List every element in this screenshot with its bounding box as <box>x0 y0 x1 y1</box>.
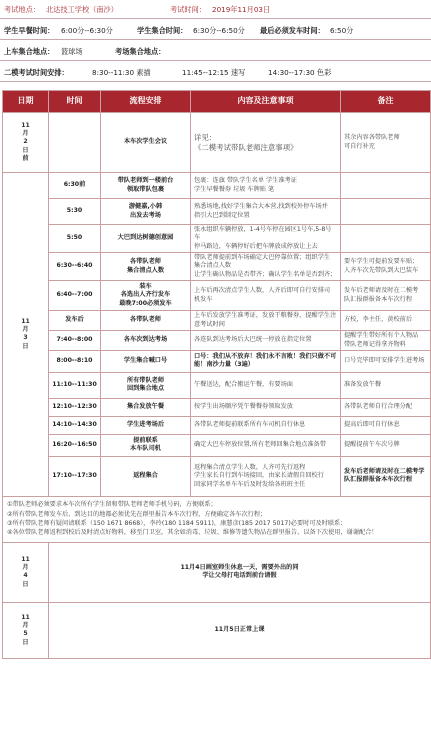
content-cell: 返程集合清点学生人数，人齐可先行返程 学生家长自行到车场接回，由家长请假自回校行 回家同学名单车车后及时发给各班班主任 <box>191 456 341 496</box>
location-label: 考试地点： <box>4 5 40 14</box>
flow-cell: 各带队老师 集合清点人数 <box>101 253 191 281</box>
note-cell: 准备发放午餐 <box>341 372 431 398</box>
content-cell: 包裹：连旗 带队学生名单 学生准考证 学生早餐餐券 垃圾 车牌贴 笔 <box>191 173 341 199</box>
flow-cell: 所有带队老师 回到集合地点 <box>101 372 191 398</box>
time-cell: 6:30--6:40 <box>49 253 101 281</box>
exam-time-label: 考试时间： <box>170 5 206 14</box>
time-cell: 12:10--12:30 <box>49 398 101 416</box>
date-cell: 11 月 4 日 <box>3 542 49 602</box>
table-row <box>3 173 431 199</box>
divider <box>0 18 431 19</box>
time-cell: 14:10--14:30 <box>49 416 101 434</box>
note-line: ②所有带队老师发车后、到达目的地都必须优先在群里报告本车次行程，方便确定各车次行程； <box>7 510 267 518</box>
depart-label: 最后必须发车时间： <box>260 26 325 35</box>
breakfast-label: 学生早餐时间： <box>4 26 55 35</box>
content-cell: 上车后发放学生准考证，发放干粮餐券，提醒学生注 意考试时间 <box>191 311 341 331</box>
gather-value: 6:30分--6:50分 <box>193 26 245 35</box>
note-cell: 提醒学生带好所有个人物品 带队老师记得拿齐物料 <box>341 331 431 351</box>
time-cell: 6:30前 <box>49 173 101 199</box>
time-cell: 17:10--17:30 <box>49 456 101 496</box>
time-cell <box>49 113 101 173</box>
day5-message: 11月5日正常上课 <box>49 602 431 658</box>
bus-point-value: 篮球场 <box>61 47 83 56</box>
divider <box>0 60 431 61</box>
flow-cell: 本车次学生会议 <box>101 113 191 173</box>
content-cell: 带队老师提前到车场确定大巴停靠位置；组织学生 集合清点人数 让学生确认物品是否带齐；确认学生名单是否到齐； <box>191 253 341 281</box>
note-cell: 发车后老师请及时在二模考 队汇报群报备本车次行程 <box>341 281 431 311</box>
table-row <box>3 253 431 281</box>
header-date: 日期 <box>3 91 49 113</box>
notes-row <box>3 496 431 542</box>
flow-cell: 装车 各选出人齐行发车 最晚7:00必须发车 <box>101 281 191 311</box>
note-line: ③所有带队老师有疑问请联系（150 1671 8668），李玲(180 1184 5911)，康慧彦(185 2017 5017)必要时可及时联系； <box>7 519 347 527</box>
divider <box>0 39 431 40</box>
table-row <box>3 311 431 331</box>
note-line: ①带队老师必须要求本车次所有学生留和带队老师老师手机号码，方便联系； <box>7 501 217 509</box>
time-cell: 8:00--8:10 <box>49 350 101 372</box>
content-cell: 熟悉场地,找好学生集合大本营,找到校外停车场并 指引大巴到制定位置 <box>191 199 341 225</box>
table-row <box>3 331 431 351</box>
table-row <box>3 372 431 398</box>
time-cell: 16:20--16:50 <box>49 434 101 456</box>
subject-sketch: 8:30--11:30 素描 <box>92 68 151 77</box>
note-cell: 提醒提前午车次号牌 <box>341 434 431 456</box>
divider <box>0 81 431 82</box>
subject-quick-sketch: 11:45--12:15 速写 <box>182 68 246 77</box>
note-cell <box>341 199 431 225</box>
bus-point-label: 上车集合地点： <box>4 47 55 56</box>
exam-point-label: 考场集合地点： <box>115 47 166 56</box>
header-time: 时间 <box>49 91 101 113</box>
table-row <box>3 350 431 372</box>
flow-cell: 大巴到达树德创意园 <box>101 225 191 253</box>
content-cell: 午餐送达，配合搬运午餐，有要场面 <box>191 372 341 398</box>
table-row <box>3 225 431 253</box>
schedule-table <box>2 90 431 659</box>
content-cell: 上车后再次清点学生人数，人齐后即可自行安排司 机发车 <box>191 281 341 311</box>
content-cell: 按学生出场顺序凭午餐餐券领取发放 <box>191 398 341 416</box>
table-row <box>3 434 431 456</box>
notes-cell <box>3 496 431 542</box>
note-cell: 各带队老师自行合理分配 <box>341 398 431 416</box>
table-row <box>3 542 431 602</box>
time-cell: 7:40--8:00 <box>49 331 101 351</box>
content-cell: 各带队老师提前联系所有车司机自行休息 <box>191 416 341 434</box>
flow-cell: 游健嘉,小韩 出发去考场 <box>101 199 191 225</box>
note-cell: 方校，李主任，黄校前后 <box>341 311 431 331</box>
header-content: 内容及注意事项 <box>191 91 341 113</box>
flow-cell: 带队老师到一楼前台 领取带队包裹 <box>101 173 191 199</box>
flow-cell: 提前联系 本车队司机 <box>101 434 191 456</box>
content-cell: 详见： 《二模考试带队老师注意事项》 <box>191 113 341 173</box>
flow-cell: 集合发放午餐 <box>101 398 191 416</box>
flow-cell: 各车次到达考场 <box>101 331 191 351</box>
note-cell <box>341 225 431 253</box>
depart-value: 6:50分 <box>330 26 354 35</box>
header-note: 备注 <box>341 91 431 113</box>
content-cell: 各连队到达考场后大巴统一停放在指定位置 <box>191 331 341 351</box>
content-cell: 张永组织车辆停放，1-4号车停在园区1号车,5-8号车 停马路边，车辆停好后把车牌放成停放让上去 <box>191 225 341 253</box>
time-cell: 发车后 <box>49 311 101 331</box>
table-row <box>3 398 431 416</box>
location-value: 北达技工学校（南沙） <box>46 5 118 14</box>
date-cell: 11 月 2 日 前 <box>3 113 49 173</box>
table-row <box>3 281 431 311</box>
subjects-label: 二模考试时间安排： <box>4 68 69 77</box>
time-cell: 5:50 <box>49 225 101 253</box>
flow-cell: 返程集合 <box>101 456 191 496</box>
date-cell: 11 月 5 日 <box>3 602 49 658</box>
table-row <box>3 199 431 225</box>
content-cell: 确定大巴车停放位置,所有老师回集合地点准备带 <box>191 434 341 456</box>
table-row <box>3 113 431 173</box>
flow-cell: 学生进考场后 <box>101 416 191 434</box>
flow-cell: 学生集合喊口号 <box>101 350 191 372</box>
exam-time-value: 2019年11月03日 <box>212 5 271 14</box>
gather-label: 学生集合时间： <box>137 26 188 35</box>
day4-message: 11月4日画室师生休息一天，需要外出的同 学让父母打电话到前台请假 <box>49 542 431 602</box>
header-flow: 流程安排 <box>101 91 191 113</box>
table-row <box>3 416 431 434</box>
subject-color: 14:30--17:30 色彩 <box>268 68 332 77</box>
note-cell <box>341 173 431 199</box>
date-cell: 11 月 3 日 <box>3 173 49 497</box>
table-row <box>3 602 431 658</box>
note-cell: 提高后即可自行休息 <box>341 416 431 434</box>
content-cell: 口号：我们从不放弃！我们永不言败！我们只做不可 能！南沙力量（3遍） <box>191 350 341 372</box>
time-cell: 5:30 <box>49 199 101 225</box>
note-cell: 口号完毕即可安排学生进考场 <box>341 350 431 372</box>
flow-cell: 各带队老师 <box>101 311 191 331</box>
breakfast-value: 6:00分--6:30分 <box>61 26 113 35</box>
time-cell: 11:10--11:30 <box>49 372 101 398</box>
note-line: ④各位带队老师返程到校后及时清点好物料，移至门卫室，其余如消毒、垃圾、维修等遗失物品在群里报告，以备下次使用，谢谢配合！ <box>7 529 378 537</box>
note-cell: 其余内容各带队老师 可自行补充 <box>341 113 431 173</box>
note-cell: 要车学生可提前发要车贴； 人齐车次先带队到大巴装车 <box>341 253 431 281</box>
table-row <box>3 456 431 496</box>
time-cell: 6:40--7:00 <box>49 281 101 311</box>
note-cell: 发车后老师请及时在二模考学 队汇报群报备本车次行程 <box>341 456 431 496</box>
